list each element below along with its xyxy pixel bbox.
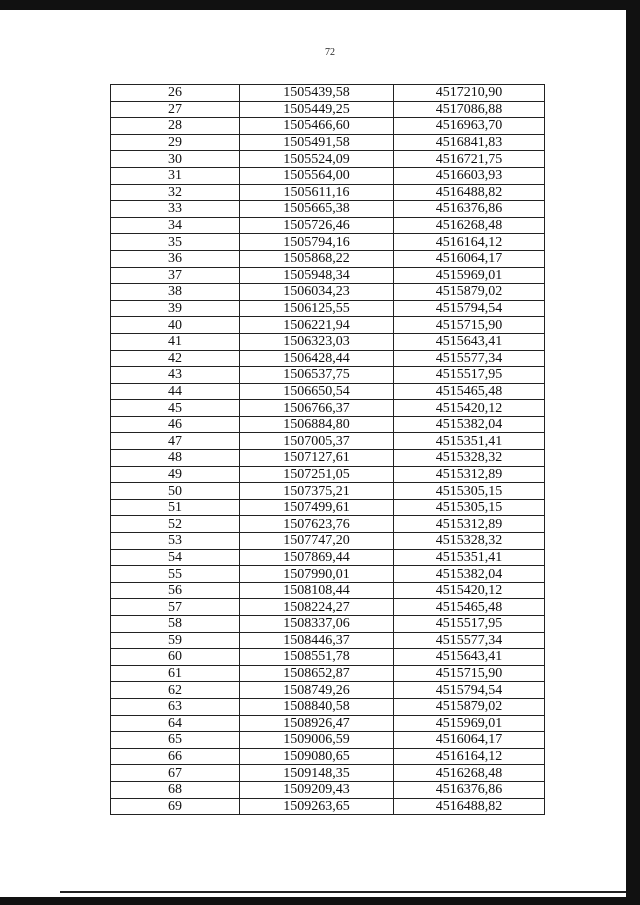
point-number-cell: 33 bbox=[111, 201, 240, 218]
table-row bbox=[111, 250, 545, 267]
x-coordinate-cell: 1505564,00 bbox=[240, 167, 394, 184]
table-row bbox=[111, 516, 545, 533]
y-coordinate-cell: 4515465,48 bbox=[394, 599, 545, 616]
table-row bbox=[111, 184, 545, 201]
table-row bbox=[111, 433, 545, 450]
point-number-cell: 60 bbox=[111, 649, 240, 666]
table-row bbox=[111, 333, 545, 350]
point-number-cell: 57 bbox=[111, 599, 240, 616]
point-number-cell: 27 bbox=[111, 101, 240, 118]
table-row bbox=[111, 632, 545, 649]
x-coordinate-cell: 1505524,09 bbox=[240, 151, 394, 168]
table-row bbox=[111, 85, 545, 102]
table-row bbox=[111, 582, 545, 599]
x-coordinate-cell: 1505611,16 bbox=[240, 184, 394, 201]
table-row bbox=[111, 781, 545, 798]
point-number-cell: 30 bbox=[111, 151, 240, 168]
y-coordinate-cell: 4515969,01 bbox=[394, 267, 545, 284]
y-coordinate-cell: 4515794,54 bbox=[394, 300, 545, 317]
y-coordinate-cell: 4515382,04 bbox=[394, 416, 545, 433]
x-coordinate-cell: 1507251,05 bbox=[240, 466, 394, 483]
point-number-cell: 58 bbox=[111, 616, 240, 633]
x-coordinate-cell: 1506766,37 bbox=[240, 400, 394, 417]
table-row bbox=[111, 300, 545, 317]
scan-border-bottom bbox=[0, 897, 640, 905]
x-coordinate-cell: 1506884,80 bbox=[240, 416, 394, 433]
x-coordinate-cell: 1506125,55 bbox=[240, 300, 394, 317]
table-row bbox=[111, 350, 545, 367]
x-coordinate-cell: 1505439,58 bbox=[240, 85, 394, 102]
point-number-cell: 31 bbox=[111, 167, 240, 184]
table-row bbox=[111, 499, 545, 516]
x-coordinate-cell: 1507869,44 bbox=[240, 549, 394, 566]
y-coordinate-cell: 4516164,12 bbox=[394, 234, 545, 251]
table-row bbox=[111, 715, 545, 732]
x-coordinate-cell: 1505726,46 bbox=[240, 217, 394, 234]
x-coordinate-cell: 1509263,65 bbox=[240, 798, 394, 815]
coordinates-table bbox=[110, 84, 545, 815]
y-coordinate-cell: 4515517,95 bbox=[394, 367, 545, 384]
point-number-cell: 32 bbox=[111, 184, 240, 201]
x-coordinate-cell: 1508652,87 bbox=[240, 665, 394, 682]
point-number-cell: 26 bbox=[111, 85, 240, 102]
point-number-cell: 63 bbox=[111, 698, 240, 715]
x-coordinate-cell: 1505948,34 bbox=[240, 267, 394, 284]
y-coordinate-cell: 4515328,32 bbox=[394, 450, 545, 467]
y-coordinate-cell: 4515465,48 bbox=[394, 383, 545, 400]
y-coordinate-cell: 4516603,93 bbox=[394, 167, 545, 184]
table-row bbox=[111, 765, 545, 782]
y-coordinate-cell: 4515312,89 bbox=[394, 516, 545, 533]
point-number-cell: 47 bbox=[111, 433, 240, 450]
x-coordinate-cell: 1505449,25 bbox=[240, 101, 394, 118]
table-row bbox=[111, 798, 545, 815]
table-row bbox=[111, 549, 545, 566]
table-row bbox=[111, 599, 545, 616]
y-coordinate-cell: 4515715,90 bbox=[394, 317, 545, 334]
table-row bbox=[111, 267, 545, 284]
point-number-cell: 54 bbox=[111, 549, 240, 566]
point-number-cell: 52 bbox=[111, 516, 240, 533]
x-coordinate-cell: 1508551,78 bbox=[240, 649, 394, 666]
y-coordinate-cell: 4515879,02 bbox=[394, 284, 545, 301]
point-number-cell: 49 bbox=[111, 466, 240, 483]
y-coordinate-cell: 4516721,75 bbox=[394, 151, 545, 168]
x-coordinate-cell: 1506221,94 bbox=[240, 317, 394, 334]
table-row bbox=[111, 217, 545, 234]
table-row bbox=[111, 317, 545, 334]
table-row bbox=[111, 118, 545, 135]
table-row bbox=[111, 566, 545, 583]
table-row bbox=[111, 649, 545, 666]
x-coordinate-cell: 1508337,06 bbox=[240, 616, 394, 633]
table-row bbox=[111, 450, 545, 467]
y-coordinate-cell: 4515517,95 bbox=[394, 616, 545, 633]
y-coordinate-cell: 4515577,34 bbox=[394, 350, 545, 367]
coordinates-table-body bbox=[111, 85, 545, 815]
y-coordinate-cell: 4516841,83 bbox=[394, 134, 545, 151]
x-coordinate-cell: 1507499,61 bbox=[240, 499, 394, 516]
y-coordinate-cell: 4517086,88 bbox=[394, 101, 545, 118]
table-row bbox=[111, 616, 545, 633]
table-row bbox=[111, 284, 545, 301]
y-coordinate-cell: 4515351,41 bbox=[394, 549, 545, 566]
y-coordinate-cell: 4515879,02 bbox=[394, 698, 545, 715]
table-row bbox=[111, 466, 545, 483]
y-coordinate-cell: 4516376,86 bbox=[394, 201, 545, 218]
x-coordinate-cell: 1507623,76 bbox=[240, 516, 394, 533]
x-coordinate-cell: 1505794,16 bbox=[240, 234, 394, 251]
point-number-cell: 38 bbox=[111, 284, 240, 301]
y-coordinate-cell: 4515715,90 bbox=[394, 665, 545, 682]
table-row bbox=[111, 201, 545, 218]
table-row bbox=[111, 134, 545, 151]
table-row bbox=[111, 732, 545, 749]
table-row bbox=[111, 698, 545, 715]
x-coordinate-cell: 1506428,44 bbox=[240, 350, 394, 367]
point-number-cell: 51 bbox=[111, 499, 240, 516]
table-row bbox=[111, 483, 545, 500]
y-coordinate-cell: 4515351,41 bbox=[394, 433, 545, 450]
point-number-cell: 50 bbox=[111, 483, 240, 500]
y-coordinate-cell: 4515420,12 bbox=[394, 582, 545, 599]
y-coordinate-cell: 4515305,15 bbox=[394, 499, 545, 516]
point-number-cell: 41 bbox=[111, 333, 240, 350]
y-coordinate-cell: 4516376,86 bbox=[394, 781, 545, 798]
x-coordinate-cell: 1506650,54 bbox=[240, 383, 394, 400]
point-number-cell: 69 bbox=[111, 798, 240, 815]
point-number-cell: 62 bbox=[111, 682, 240, 699]
x-coordinate-cell: 1505466,60 bbox=[240, 118, 394, 135]
table-row bbox=[111, 101, 545, 118]
y-coordinate-cell: 4515328,32 bbox=[394, 533, 545, 550]
point-number-cell: 64 bbox=[111, 715, 240, 732]
x-coordinate-cell: 1506323,03 bbox=[240, 333, 394, 350]
y-coordinate-cell: 4516268,48 bbox=[394, 217, 545, 234]
scan-edge-line bbox=[60, 891, 626, 893]
point-number-cell: 35 bbox=[111, 234, 240, 251]
x-coordinate-cell: 1508749,26 bbox=[240, 682, 394, 699]
table-row bbox=[111, 167, 545, 184]
x-coordinate-cell: 1509006,59 bbox=[240, 732, 394, 749]
table-row bbox=[111, 234, 545, 251]
y-coordinate-cell: 4515577,34 bbox=[394, 632, 545, 649]
y-coordinate-cell: 4515643,41 bbox=[394, 649, 545, 666]
y-coordinate-cell: 4515420,12 bbox=[394, 400, 545, 417]
y-coordinate-cell: 4515643,41 bbox=[394, 333, 545, 350]
x-coordinate-cell: 1505868,22 bbox=[240, 250, 394, 267]
y-coordinate-cell: 4516488,82 bbox=[394, 798, 545, 815]
point-number-cell: 68 bbox=[111, 781, 240, 798]
point-number-cell: 39 bbox=[111, 300, 240, 317]
x-coordinate-cell: 1507005,37 bbox=[240, 433, 394, 450]
x-coordinate-cell: 1506537,75 bbox=[240, 367, 394, 384]
x-coordinate-cell: 1508446,37 bbox=[240, 632, 394, 649]
x-coordinate-cell: 1509080,65 bbox=[240, 748, 394, 765]
x-coordinate-cell: 1508224,27 bbox=[240, 599, 394, 616]
point-number-cell: 53 bbox=[111, 533, 240, 550]
x-coordinate-cell: 1507990,01 bbox=[240, 566, 394, 583]
x-coordinate-cell: 1508926,47 bbox=[240, 715, 394, 732]
y-coordinate-cell: 4516268,48 bbox=[394, 765, 545, 782]
x-coordinate-cell: 1507375,21 bbox=[240, 483, 394, 500]
x-coordinate-cell: 1509148,35 bbox=[240, 765, 394, 782]
point-number-cell: 67 bbox=[111, 765, 240, 782]
x-coordinate-cell: 1507747,20 bbox=[240, 533, 394, 550]
scan-border-right bbox=[626, 0, 640, 905]
point-number-cell: 65 bbox=[111, 732, 240, 749]
y-coordinate-cell: 4516164,12 bbox=[394, 748, 545, 765]
table-row bbox=[111, 400, 545, 417]
x-coordinate-cell: 1508108,44 bbox=[240, 582, 394, 599]
table-row bbox=[111, 383, 545, 400]
point-number-cell: 42 bbox=[111, 350, 240, 367]
x-coordinate-cell: 1509209,43 bbox=[240, 781, 394, 798]
point-number-cell: 46 bbox=[111, 416, 240, 433]
point-number-cell: 59 bbox=[111, 632, 240, 649]
point-number-cell: 36 bbox=[111, 250, 240, 267]
point-number-cell: 48 bbox=[111, 450, 240, 467]
x-coordinate-cell: 1505665,38 bbox=[240, 201, 394, 218]
scan-border-top bbox=[0, 0, 640, 10]
point-number-cell: 45 bbox=[111, 400, 240, 417]
table-row bbox=[111, 367, 545, 384]
x-coordinate-cell: 1508840,58 bbox=[240, 698, 394, 715]
point-number-cell: 37 bbox=[111, 267, 240, 284]
y-coordinate-cell: 4515312,89 bbox=[394, 466, 545, 483]
page-number: 72 bbox=[325, 47, 335, 58]
point-number-cell: 66 bbox=[111, 748, 240, 765]
table-row bbox=[111, 665, 545, 682]
y-coordinate-cell: 4515382,04 bbox=[394, 566, 545, 583]
y-coordinate-cell: 4515969,01 bbox=[394, 715, 545, 732]
table-row bbox=[111, 748, 545, 765]
y-coordinate-cell: 4515305,15 bbox=[394, 483, 545, 500]
y-coordinate-cell: 4516488,82 bbox=[394, 184, 545, 201]
y-coordinate-cell: 4516064,17 bbox=[394, 732, 545, 749]
table-row bbox=[111, 682, 545, 699]
point-number-cell: 55 bbox=[111, 566, 240, 583]
x-coordinate-cell: 1506034,23 bbox=[240, 284, 394, 301]
x-coordinate-cell: 1507127,61 bbox=[240, 450, 394, 467]
y-coordinate-cell: 4516963,70 bbox=[394, 118, 545, 135]
point-number-cell: 61 bbox=[111, 665, 240, 682]
point-number-cell: 34 bbox=[111, 217, 240, 234]
y-coordinate-cell: 4517210,90 bbox=[394, 85, 545, 102]
table-row bbox=[111, 151, 545, 168]
y-coordinate-cell: 4516064,17 bbox=[394, 250, 545, 267]
table-row bbox=[111, 416, 545, 433]
point-number-cell: 44 bbox=[111, 383, 240, 400]
point-number-cell: 43 bbox=[111, 367, 240, 384]
y-coordinate-cell: 4515794,54 bbox=[394, 682, 545, 699]
point-number-cell: 29 bbox=[111, 134, 240, 151]
point-number-cell: 40 bbox=[111, 317, 240, 334]
table-row bbox=[111, 533, 545, 550]
point-number-cell: 56 bbox=[111, 582, 240, 599]
point-number-cell: 28 bbox=[111, 118, 240, 135]
x-coordinate-cell: 1505491,58 bbox=[240, 134, 394, 151]
